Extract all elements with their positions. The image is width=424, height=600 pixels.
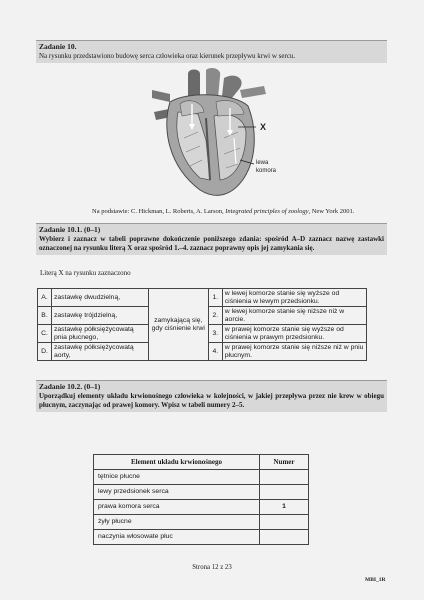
table-row (94, 470, 309, 485)
number-cell[interactable] (260, 470, 309, 485)
number-cell: 1 (260, 500, 309, 515)
task-10-text: Na rysunku przedstawiono budowę serca człowieka oraz kierunek przepływu krwi w sercu. (39, 52, 296, 60)
option-text[interactable]: zastawkę trójdzielną, (52, 307, 149, 325)
answer-table-10-2 (93, 454, 309, 545)
heart-diagram (140, 68, 290, 200)
exam-code: MBI_1R (365, 577, 386, 583)
table-row (38, 289, 367, 307)
task-10-2-header (36, 380, 387, 412)
task-10-1-title: Zadanie 10.1. (0–1) (39, 225, 101, 234)
option-text[interactable]: w prawej komorze stanie się wyższe od ciśnienia w prawym przedsionku. (222, 325, 366, 343)
option-number[interactable]: 2. (208, 307, 222, 325)
option-letter[interactable]: A. (38, 289, 52, 307)
option-text[interactable]: w lewej komorze stanie się wyższe od ciśnienia w lewym przedsionku. (222, 289, 366, 307)
option-text[interactable]: zastawkę dwudzielną, (52, 289, 149, 307)
table-row (94, 500, 309, 515)
option-text[interactable]: w prawej komorze stanie się niższe niż w pniu płucnym. (222, 343, 366, 361)
option-text[interactable]: zastawkę półksiężycowatą aorty, (52, 343, 149, 361)
table-header-row (94, 455, 309, 470)
sentence-middle: zamykającą się, gdy ciśnienie krwi (148, 289, 208, 361)
option-letter[interactable]: C. (38, 325, 52, 343)
option-number[interactable]: 3. (208, 325, 222, 343)
column-header-number: Numer (260, 455, 309, 470)
answer-table-10-1 (37, 288, 367, 361)
task-10-1-header (36, 223, 387, 255)
task-10-2-text: Uporządkuj elementy układu krwionośnego człowieka w kolejności, w jakiej przepływa przez nie krew w obiegu płucnym, zaczynając od prawej komory. Wpisz w tabeli numery 2–5. (39, 392, 384, 409)
option-letter[interactable]: B. (38, 307, 52, 325)
task-10-1-text: Wybierz i zaznacz w tabeli poprawne dokończenie poniższego zdania: spośród A–D zaznacz nazwę zastawki oznaczonej na rysunku literą X oraz spośród 1.–4. zaznacz poprawny opis jej zamykania się. (39, 235, 384, 252)
label-left-ventricle-1: lewa (256, 160, 269, 166)
task-10-2-title: Zadanie 10.2. (0–1) (39, 382, 101, 391)
element-cell: naczynia włosowate płuc (94, 530, 260, 545)
element-cell: prawa komora serca (94, 500, 260, 515)
element-cell: żyły płucne (94, 515, 260, 530)
option-text[interactable]: w lewej komorze stanie się niższe niż w aorcie. (222, 307, 366, 325)
task-10-header (36, 40, 387, 63)
table-row (94, 530, 309, 545)
task-10-title: Zadanie 10. (39, 42, 77, 51)
option-letter[interactable]: D. (38, 343, 52, 361)
label-left-ventricle-2: komora (256, 168, 277, 174)
table-row (94, 485, 309, 500)
option-number[interactable]: 4. (208, 343, 222, 361)
page-number: Strona 12 z 23 (192, 564, 232, 571)
number-cell[interactable] (260, 485, 309, 500)
element-cell: tętnice płucne (94, 470, 260, 485)
task-10-1-lead: Literą X na rysunku zaznaczono (40, 269, 131, 277)
figure-source: Na podstawie: C. Hickman, L. Roberts, A. Larson, Integrated principles of zoology, New York 2001. (92, 208, 355, 215)
label-x: X (260, 122, 267, 132)
option-text[interactable]: zastawkę półksiężycowatą pnia płucnego, (52, 325, 149, 343)
column-header-element: Element układu krwionośnego (94, 455, 260, 470)
option-number[interactable]: 1. (208, 289, 222, 307)
number-cell[interactable] (260, 515, 309, 530)
element-cell: lewy przedsionek serca (94, 485, 260, 500)
number-cell[interactable] (260, 530, 309, 545)
table-row (94, 515, 309, 530)
